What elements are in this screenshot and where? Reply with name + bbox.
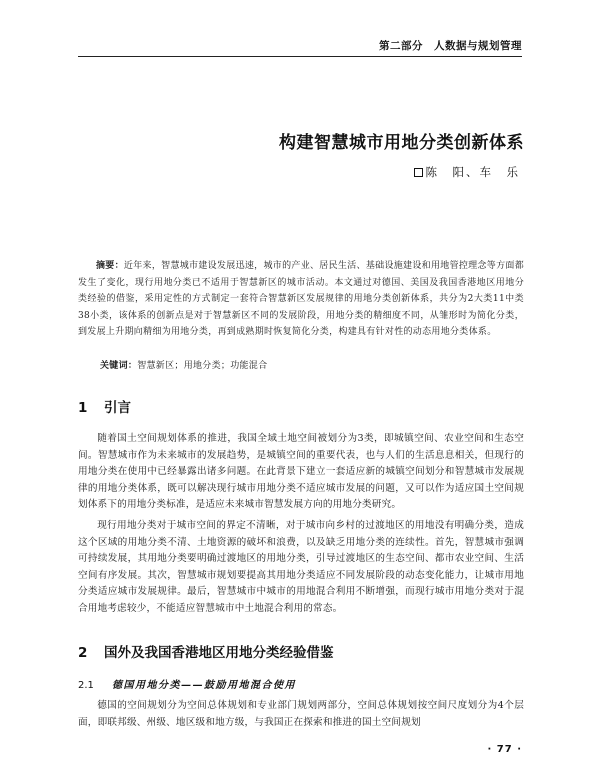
- body-paragraph: 现行用地分类对于城市空间的界定不清晰，对于城市向乡村的过渡地区的用地没有明确分类，造成这个区域的用地分类不清、土地资源的破坏和浪费，以及缺乏用地分类的连续性。首先，智慧城市强调可持续发展，其用地分类要明确过渡地区的用地分类，引导过渡地区的生态空间、都市农业空间、生活空间有序发展。其次，智慧城市规划要提高其用地分类适应不同发展阶段的动态变化能力，让城市用地分类适应城市发展规律。最后，智慧城市中城市的用地混合利用不断增强，而现行城市用地分类对于混合用地考虑较少，不能适应智慧城市中土地混合利用的常态。: [78, 520, 524, 614]
- keywords-label: 关键词：: [100, 361, 138, 371]
- subsection-heading-germany: [78, 676, 296, 691]
- body-paragraph: 德国的空间规划分为空间总体规划和专业部门规划两部分，空间总体规划按空间尺度划分为4个层面，即联邦级、州级、地区级和地方级，与我国正在探索和推进的国土空间规划: [78, 700, 524, 728]
- abstract: [78, 258, 524, 341]
- abstract-text: 近年来，智慧城市建设发展迅速，城市的产业、居民生活、基础设施建设和用地管控理念等方面都发生了变化，现行用地分类已不适用于智慧新区的城市活动。本文通过对德国、美国及我国香港地区用地分类经验的借鉴，采用定性的方式制定一套符合智慧新区发展规律的用地分类创新体系，共分为2大类11中类38小类，该体系的创新点是对于智慧新区不同的发展阶段，用地分类的精细度不同，从雏形时为简化分类，到发展上升期向精细为用地分类，再到成熟期时恢复简化分类，构建具有针对性的动态用地分类体系。: [78, 261, 524, 337]
- square-icon: [414, 168, 423, 177]
- running-title: 第二部分 人数据与规划管理: [379, 40, 522, 52]
- body-paragraph: 随着国土空间规划体系的推进，我国全域土地空间被划分为3类，即城镇空间、农业空间和生态空间。智慧城市作为未来城市的发展趋势，是城镇空间的重要代表，也与人们的生活息息相关，但现行的用地分类在使用中已经暴露出诸多问题。在此背景下建立一套适应新的城镇空间划分和智慧城市发展规律的用地分类体系，既可以解决现行城市用地分类不适应城市发展的问题，又可以作为适应国土空间规划体系下的用地分类标准，是适应未来城市智慧发展方向的用地分类研究。: [78, 433, 524, 510]
- authors-line: [414, 164, 521, 180]
- keywords-text: 智慧新区；用地分类；功能混合: [137, 361, 268, 371]
- header-rule: [78, 56, 522, 57]
- section-number: 1: [78, 400, 88, 416]
- section-heading-experience: [78, 641, 334, 661]
- page-header: [0, 0, 600, 58]
- page-number: · 77 ·: [487, 744, 522, 755]
- article-title: 构建智慧城市用地分类创新体系: [279, 133, 524, 153]
- section-title: 引言: [104, 400, 131, 416]
- subsection-title: 德国用地分类——鼓励用地混合使用: [112, 680, 296, 691]
- keywords: [100, 358, 267, 371]
- author-names: 陈 阳、车 乐: [425, 165, 520, 179]
- section-number: 2: [78, 645, 88, 661]
- section-heading-introduction: [78, 396, 131, 416]
- abstract-label: 摘要：: [96, 261, 124, 271]
- subsection-number: 2.1: [78, 680, 94, 691]
- section-title: 国外及我国香港地区用地分类经验借鉴: [104, 645, 334, 661]
